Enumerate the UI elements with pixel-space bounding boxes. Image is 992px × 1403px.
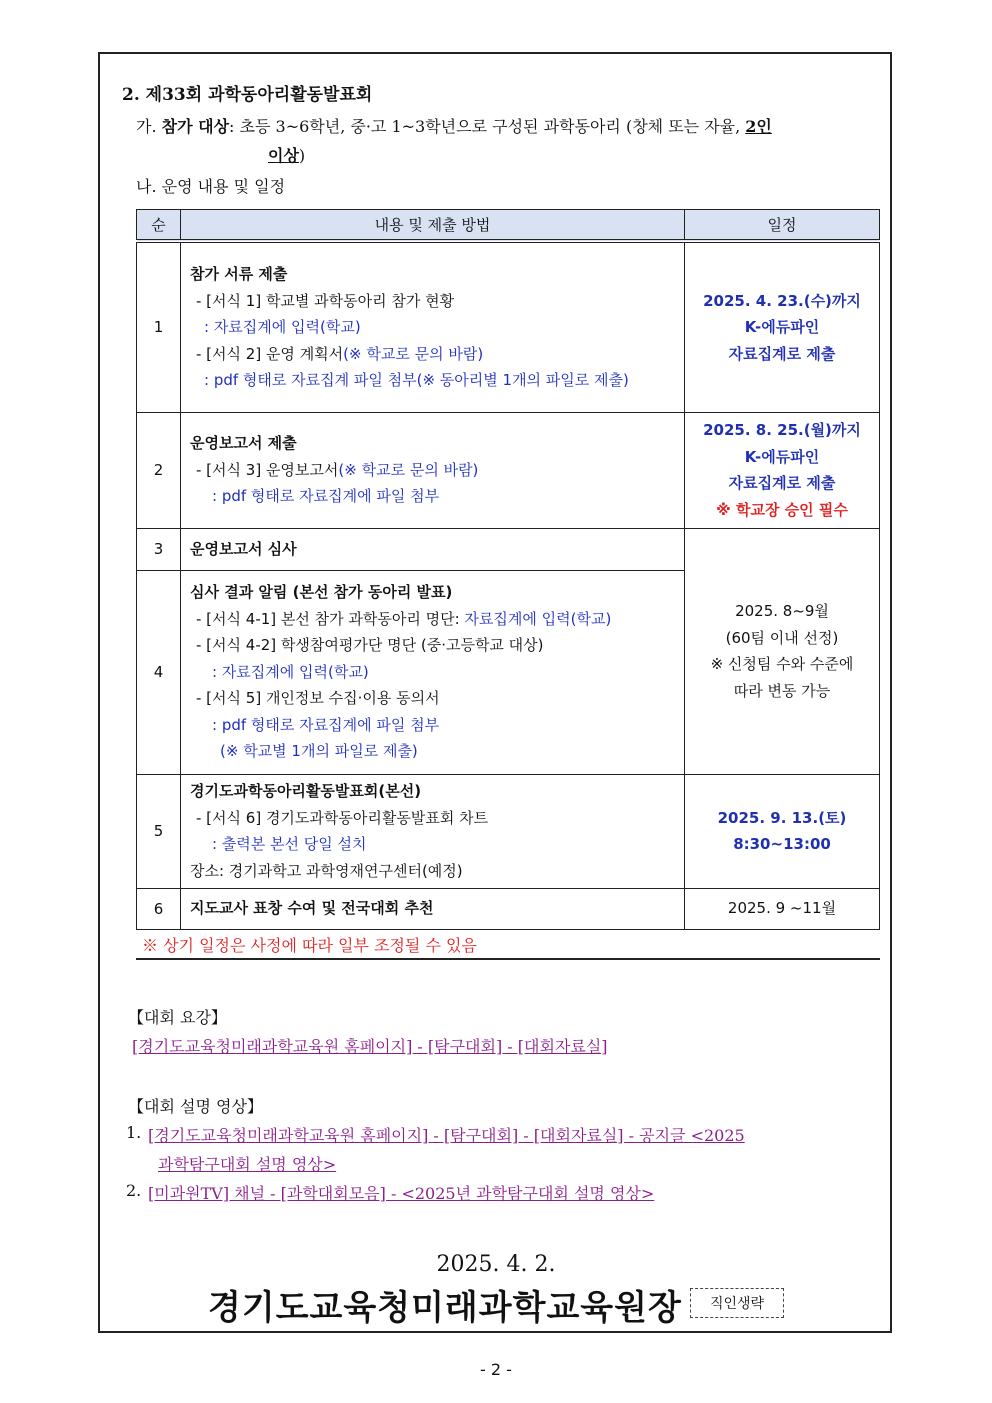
col-no: 순	[137, 210, 181, 242]
guide-link[interactable]: [경기도교육청미래과학교육원 홈페이지] - [탐구대회] - [대회자료실]	[132, 1037, 608, 1056]
row-title: 운영보고서 심사	[181, 528, 685, 570]
target-line: 가. 참가 대상: 초등 3~6학년, 중·고 1~3학년으로 구성된 과학동아리 (창체 또는 자율, 2인	[136, 117, 772, 136]
table-row: 4 심사 결과 알림 (본선 참가 동아리 발표) - [서식 4-1] 본선 참가 과학동아리 명단: 자료집계에 입력(학교) - [서식 4-2] 학생참여평가단 명단 (중·고등학교 대상) : 자료집계에 입력(학교) - [서식 5] 개인정보 수집·이용 동의서 : pdf 형태로 자료집계에 파일 첨부 (※ 학교별 1개의 파일로 제출)	[137, 570, 880, 774]
table-row: 6 지도교사 표창 수여 및 전국대회 추천 2025. 9 ~11월	[137, 888, 880, 929]
video-link-1-cont[interactable]: 과학탐구대회 설명 영상>	[158, 1155, 337, 1174]
table-row: 5 경기도과학동아리활동발표회(본선) - [서식 6] 경기도과학동아리활동발표회 차트 : 출력본 본선 당일 설치 장소: 경기과학고 과학영재연구센터(예정) 2025. 9. 13.(토) 8:30~13:00	[137, 774, 880, 888]
guide-heading: 【대회 요강】	[128, 1008, 227, 1027]
signature: 경기도교육청미래과학교육원장	[208, 1288, 682, 1328]
page-number: - 2 -	[480, 1360, 512, 1379]
target-line-cont: 이상)	[268, 146, 306, 165]
schedule-table	[136, 209, 880, 930]
row-title: 참가 서류 제출	[190, 265, 288, 283]
table-header	[137, 210, 880, 242]
video-item-2-num: 2.	[126, 1181, 142, 1200]
schedule-heading: 나. 운영 내용 및 일정	[136, 177, 286, 196]
col-date: 일정	[685, 210, 880, 242]
video-heading: 【대회 설명 영상】	[128, 1097, 263, 1116]
issue-date: 2025. 4. 2.	[436, 1252, 556, 1277]
seal-omitted: 직인생략	[690, 1288, 784, 1318]
col-content: 내용 및 제출 방법	[181, 210, 685, 242]
row-title: 심사 결과 알림 (본선 참가 동아리 발표)	[190, 583, 453, 602]
video-link-2[interactable]: [미과원TV] 채널 - [과학대회모음] - <2025년 과학탐구대회 설명 영상>	[148, 1184, 655, 1203]
target-label: 참가 대상	[161, 117, 230, 136]
section-title: 2. 제33회 과학동아리활동발표회	[122, 85, 373, 105]
row-title: 경기도과학동아리활동발표회(본선)	[190, 782, 422, 800]
table-row: 2 운영보고서 제출 - [서식 3] 운영보고서(※ 학교로 문의 바람) : pdf 형태로 자료집계에 파일 첨부 2025. 8. 25.(월)까지 K-에듀파인 자료집계로 제출 ※ 학교장 승인 필수	[137, 412, 880, 528]
table-row: 3 운영보고서 심사 2025. 8~9월 (60팀 이내 선정) ※ 신청팀 수와 수준에 따라 변동 가능	[137, 528, 880, 570]
row-title: 지도교사 표창 수여 및 전국대회 추천	[181, 888, 685, 929]
video-link-1[interactable]: [경기도교육청미래과학교육원 홈페이지] - [탐구대회] - [대회자료실] - 공지글 <2025	[148, 1126, 745, 1145]
note-divider	[136, 958, 880, 960]
table-row: 1 참가 서류 제출 - [서식 1] 학교별 과학동아리 참가 현황 : 자료집계에 입력(학교) - [서식 2] 운영 계획서(※ 학교로 문의 바람) : pdf 형태로 자료집계 파일 첨부(※ 동아리별 1개의 파일로 제출) 2025. 4. 23.(수)까지 K-에듀파인 자료집계로 제출	[137, 241, 880, 412]
min-members: 2인	[745, 117, 772, 136]
video-item-1-num: 1.	[126, 1123, 142, 1142]
row-title: 운영보고서 제출	[190, 434, 297, 453]
schedule-note: ※ 상기 일정은 사정에 따라 일부 조정될 수 있음	[142, 936, 477, 955]
